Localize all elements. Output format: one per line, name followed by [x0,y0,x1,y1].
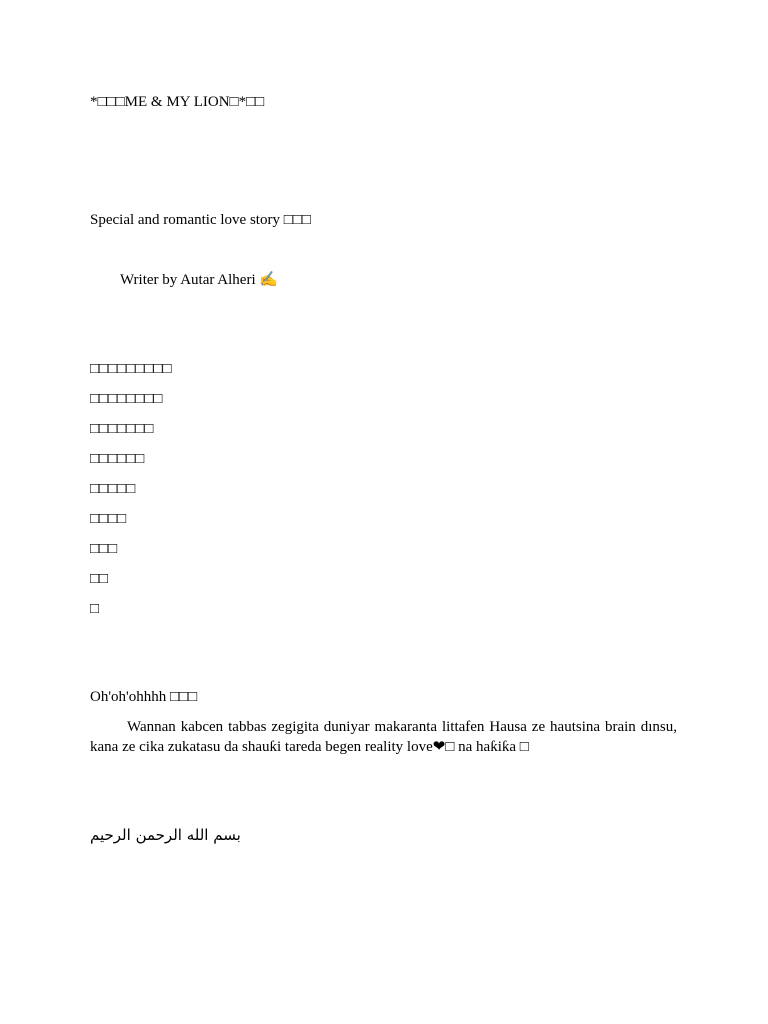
exclamation-line: Oh'oh'ohhhh □□□ [90,689,198,705]
pyramid-row: □□□ [90,541,118,557]
basmala-line: بسم الله الرحمن الرحيم [90,826,241,844]
pyramid-row: □□□□□ [90,481,136,497]
intro-paragraph: Wannan kabcen tabbas zegigita duniyar makaranta littafen Hausa ze hautsina brain dınsu, kana ze cika zukatasu da shauƙi tareda begen reality love❤□ na haƙiƙa □ [90,719,677,755]
pyramid-row: □ [90,601,100,617]
writer-credit: Writer by Autar Alheri ✍ [120,272,279,288]
pyramid-row: □□□□□□□ [90,421,154,437]
story-subtitle: Special and romantic love story □□□ [90,212,311,228]
pyramid-row: □□□□□□□□ [90,391,163,407]
pyramid-row: □□ [90,571,109,587]
pyramid-row: □□□□□□ [90,451,145,467]
pyramid-row: □□□□□□□□□ [90,361,172,377]
story-title: *□□□ME & MY LION□*□□ [90,94,265,110]
pyramid-row: □□□□ [90,511,127,527]
